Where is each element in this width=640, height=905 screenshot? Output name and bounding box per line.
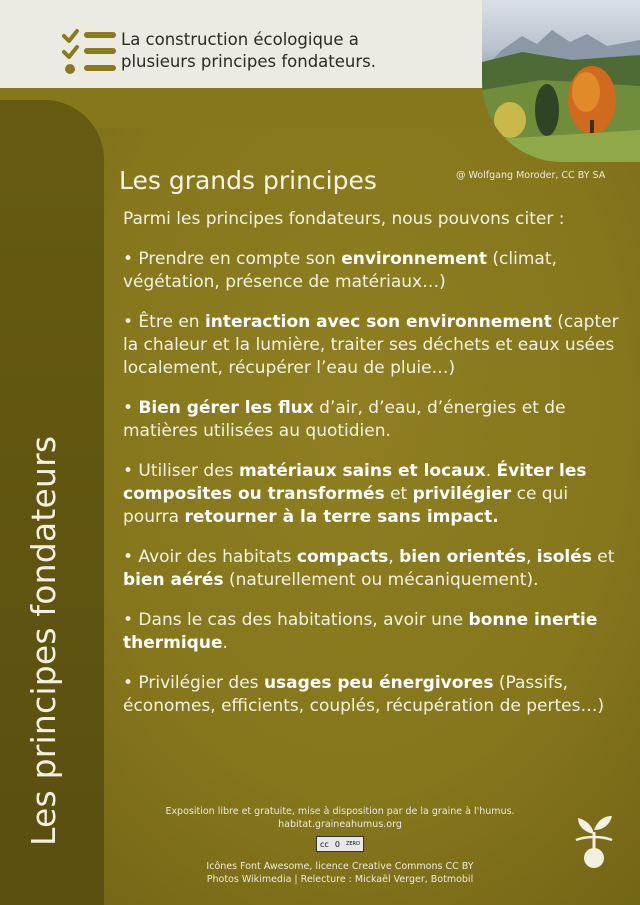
principle-item — [123, 609, 621, 655]
principle-emphasis: interaction avec son environnement — [204, 312, 552, 332]
principle-text: , — [388, 547, 400, 567]
principle-emphasis: environnement — [341, 249, 488, 269]
footer-line-3: Icônes Font Awesome, licence Creative Commons CC BY — [206, 861, 474, 872]
landscape-photo — [482, 0, 640, 162]
cc-zero: 0 — [334, 839, 340, 849]
cc-zero-badge — [316, 836, 364, 852]
principle-item — [123, 248, 621, 294]
content — [123, 208, 621, 735]
principle-emphasis: usages peu énergivores — [263, 673, 494, 693]
vertical-title: Les principes fondateurs — [24, 435, 63, 846]
principle-text: • Prendre en compte son — [123, 249, 342, 269]
principle-text: (Passifs, économes, efficients, couplés, récupération de pertes…) — [123, 673, 605, 716]
principle-item — [123, 397, 621, 443]
header-text — [121, 29, 471, 73]
principle-emphasis: bien aérés — [123, 570, 224, 590]
principle-item — [123, 672, 621, 718]
section-title: Les grands principes — [119, 166, 377, 195]
checklist-icon — [62, 28, 118, 76]
header-line-2: plusieurs principes fondateurs. — [121, 52, 377, 71]
principle-emphasis: Éviter les composites ou transformés — [123, 461, 587, 504]
principle-text: et — [591, 547, 615, 567]
principle-text: • Privilégier des — [123, 673, 264, 693]
principle-text: . — [222, 633, 228, 653]
principle-emphasis: privilégier — [412, 484, 512, 504]
principle-emphasis: bien orientés — [399, 547, 526, 567]
principle-emphasis: bonne inertie thermique — [123, 610, 598, 653]
principle-emphasis: matériaux sains et locaux — [238, 461, 486, 481]
principle-text: • Être en — [123, 312, 205, 332]
principle-emphasis: retourner à la terre sans impact. — [184, 507, 499, 527]
principle-emphasis: isolés — [536, 547, 592, 567]
footer-top — [140, 805, 540, 831]
principle-text: (naturellement ou mécaniquement). — [223, 570, 539, 590]
header-line-1: La construction écologique a — [121, 30, 359, 49]
footer-line-4: Photos Wikimedia | Relecture : Mickaël Verger, Botmobil — [206, 874, 474, 885]
principle-text: • Avoir des habitats — [123, 547, 297, 567]
principles-list — [123, 248, 621, 718]
principle-emphasis: compacts — [296, 547, 389, 567]
principle-text: . — [485, 461, 497, 481]
footer-line-1: Exposition libre et gratuite, mise à disposition par de la graine à l'humus. — [165, 806, 515, 817]
principle-text: • — [123, 398, 139, 418]
principle-text: (climat, végétation, présence de matériaux…) — [123, 249, 557, 292]
photo-credit: @ Wolfgang Moroder, CC BY SA — [456, 170, 606, 181]
cc-label: cc — [320, 839, 329, 849]
principle-text: d’air, d’eau, d’énergies et de matières utilisées au quotidien. — [123, 398, 566, 441]
sprout-icon — [570, 810, 618, 870]
principle-text: • Utiliser des — [123, 461, 239, 481]
principle-emphasis: Bien gérer les flux — [138, 398, 314, 418]
footer-line-2: habitat.graineahumus.org — [278, 819, 402, 830]
principle-item — [123, 546, 621, 592]
principle-text: • Dans le cas des habitations, avoir une — [123, 610, 469, 630]
cc-zero-text: ZERO — [345, 841, 360, 847]
principle-text: (capter la chaleur et la lumière, traiter ses déchets et eaux usées localement, récupérer l’eau de pluie…) — [123, 312, 619, 378]
principle-text: et — [384, 484, 413, 504]
principle-text: ce qui pourra — [123, 484, 569, 527]
intro-text: Parmi les principes fondateurs, nous pouvons citer : — [123, 209, 565, 229]
principle-text: , — [525, 547, 537, 567]
footer-bottom — [140, 860, 540, 886]
principle-item — [123, 460, 621, 529]
principle-item — [123, 311, 621, 380]
